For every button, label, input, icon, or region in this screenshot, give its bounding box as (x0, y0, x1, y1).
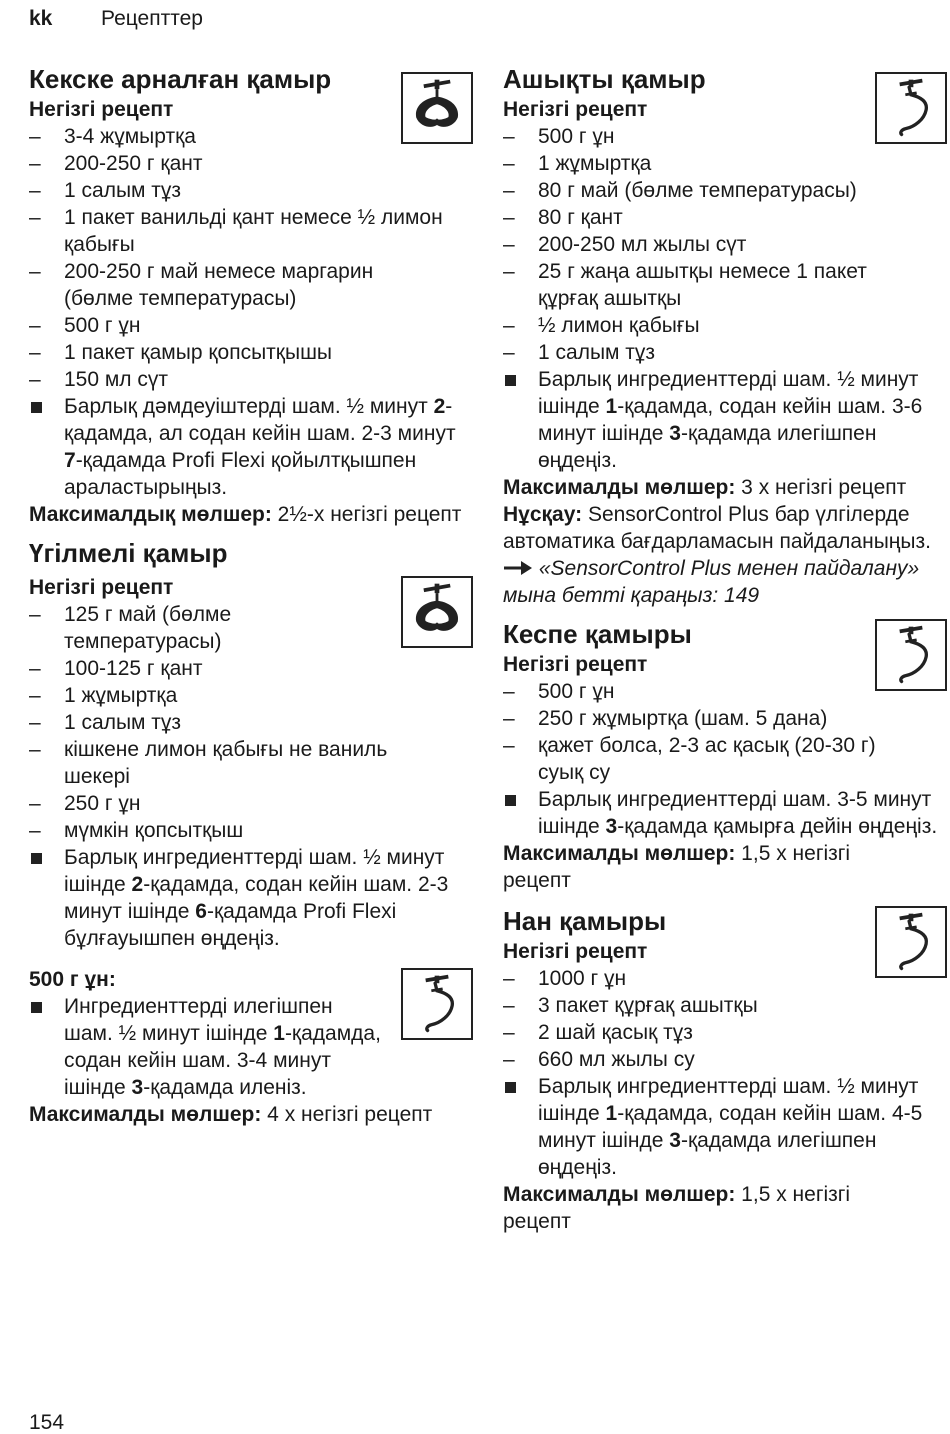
left-column (29, 62, 476, 1128)
arrow-right-icon (503, 556, 533, 572)
recipe-shortcrust (29, 536, 476, 1128)
recipe-subtitle: Негізгі рецепт (503, 940, 648, 963)
ingredient-item: – 150 мл сүт (29, 366, 476, 393)
flour-variant (29, 966, 476, 1128)
recipe-title: Кекске арналған қамыр (29, 64, 332, 94)
ingredient-item: – 1 салым тұз (503, 339, 950, 366)
max-label: Максималды мөлшер: (503, 476, 736, 499)
max-value: 4 х негізгі рецепт (261, 1103, 433, 1126)
recipe-title: Үгілмелі қамыр (29, 538, 228, 568)
max-quantity (503, 1181, 950, 1235)
max-label: Максималды мөлшер: (503, 842, 736, 865)
bullet-square (505, 1082, 516, 1093)
recipe-title: Кеспе қамыры (503, 619, 692, 649)
ingredient-item: – 1 пакет қамыр қопсытқышы (29, 339, 476, 366)
instruction-step: Барлық дәмдеуіштерді шам. ½ минут 2-қадамда, ал содан кейін шам. 2-3 минут 7-қадамда Profi Flexi қойылтқышпен араластырыңыз. (29, 393, 476, 501)
max-value: 3 х негізгі рецепт (735, 476, 907, 499)
ingredient-item: – 250 г жұмыртқа (шам. 5 дана) (503, 705, 950, 732)
ingredient-item: – 1 салым тұз (29, 177, 476, 204)
section-title: Рецепттер (101, 7, 203, 30)
ingredient-item: – 2 шай қасық тұз (503, 1019, 950, 1046)
ingredient-item: – 660 мл жылы су (503, 1046, 950, 1073)
page-header (29, 6, 203, 32)
recipe-pasta-dough (503, 617, 950, 894)
recipe-bread-dough (503, 904, 950, 1235)
ingredient-item: – 500 г ұн (29, 312, 476, 339)
ingredient-list (29, 123, 476, 393)
bullet-square (505, 375, 516, 386)
instruction-step: Барлық ингредиенттерді шам. ½ минут ішінде 1-қадамда, содан кейін шам. 4-5 минут ішінде 3-қадамда илегішпен өңдеңіз. (503, 1073, 950, 1181)
ingredient-item: – 80 г май (бөлме температурасы) (503, 177, 950, 204)
recipe-subtitle: Негізгі рецепт (29, 98, 174, 121)
ingredient-item: – 80 г қант (503, 204, 950, 231)
ingredient-item: – 125 г май (бөлме температурасы) (29, 601, 476, 655)
ingredient-item: – 100-125 г қант (29, 655, 476, 682)
instruction-step: Ингредиенттерді илегішпен шам. ½ минут ішінде 1-қадамда, содан кейін шам. 3-4 минут ішінде 3-қадамда иленіз. (29, 993, 476, 1101)
max-quantity (503, 840, 950, 894)
ingredient-item: – 1 пакет ванильді қант немесе ½ лимон қабығы (29, 204, 476, 258)
max-quantity (29, 501, 476, 528)
bullet-square (31, 402, 42, 413)
max-label: Максималды мөлшер: (29, 1103, 262, 1126)
max-value: 2½-х негізгі рецепт (271, 503, 462, 526)
ingredient-item: – 3 пакет құрғақ ашытқы (503, 992, 950, 1019)
ingredient-list (503, 965, 950, 1073)
note-label: Нұсқау: (503, 503, 583, 526)
recipe-yeast-dough (503, 62, 950, 609)
ingredient-list (503, 678, 950, 786)
max-value: 1,5 х негізгі рецепт (503, 842, 851, 892)
ingredient-item: – қажет болса, 2-3 ас қасық (20-30 г) суық су (503, 732, 950, 786)
note (503, 501, 950, 609)
recipe-cake-dough (29, 62, 476, 528)
recipe-subtitle: Негізгі рецепт (29, 576, 174, 599)
page-number: 154 (29, 1411, 65, 1434)
note-text: SensorControl Plus бар үлгілерде автоматика бағдарламасын пайдаланыңыз. (503, 503, 931, 553)
bullet-square (31, 853, 42, 864)
right-column (503, 62, 950, 1235)
note-reference[interactable]: «SensorControl Plus менен пайдалану» мына бетті қараңыз: 149 (503, 557, 920, 607)
bullet-square (31, 1002, 42, 1013)
ingredient-list (503, 123, 950, 366)
ingredient-list (29, 601, 476, 844)
max-quantity (29, 1101, 476, 1128)
recipe-subtitle: Негізгі рецепт (503, 98, 648, 121)
recipe-title: Ашықты қамыр (503, 64, 706, 94)
flour-label: 500 г ұн: (29, 968, 116, 991)
ingredient-item: – кішкене лимон қабығы не ваниль шекері (29, 736, 476, 790)
ingredient-item: – 200-250 г қант (29, 150, 476, 177)
ingredient-item: – 1 салым тұз (29, 709, 476, 736)
ingredient-item: – 500 г ұн (503, 678, 950, 705)
max-label: Максималды мөлшер: (503, 1183, 736, 1206)
ingredient-item: – мүмкін қопсытқыш (29, 817, 476, 844)
ingredient-item: – 500 г ұн (503, 123, 950, 150)
recipe-title: Нан қамыры (503, 906, 667, 936)
bullet-square (505, 795, 516, 806)
ingredient-item: – 1 жұмыртқа (29, 682, 476, 709)
ingredient-item: – 1000 г ұн (503, 965, 950, 992)
ingredient-item: – 25 г жаңа ашытқы немесе 1 пакет құрғақ ашытқы (503, 258, 950, 312)
ingredient-item: – 250 г ұн (29, 790, 476, 817)
ingredient-item: – 3-4 жұмыртқа (29, 123, 476, 150)
ingredient-item: – 200-250 г май немесе маргарин (бөлме температурасы) (29, 258, 476, 312)
recipe-subtitle: Негізгі рецепт (503, 653, 648, 676)
max-label: Максималдық мөлшер: (29, 503, 272, 526)
instruction-step: Барлық ингредиенттерді шам. ½ минут ішінде 2-қадамда, содан кейін шам. 2-3 минут ішінде 6-қадамда Profi Flexi бұлғауышпен өңдеңіз. (29, 844, 476, 952)
ingredient-item: – ½ лимон қабығы (503, 312, 950, 339)
language-code: kk (29, 7, 53, 30)
instruction-step: Барлық ингредиенттерді шам. ½ минут ішінде 1-қадамда, содан кейін шам. 3-6 минут ішінде 3-қадамда илегішпен өңдеңіз. (503, 366, 950, 474)
max-value: 1,5 х негізгі рецепт (503, 1183, 851, 1233)
ingredient-item: – 1 жұмыртқа (503, 150, 950, 177)
max-quantity (503, 474, 950, 501)
instruction-step: Барлық ингредиенттерді шам. 3-5 минут ішінде 3-қадамда қамырға дейін өңдеңіз. (503, 786, 950, 840)
ingredient-item: – 200-250 мл жылы сүт (503, 231, 950, 258)
